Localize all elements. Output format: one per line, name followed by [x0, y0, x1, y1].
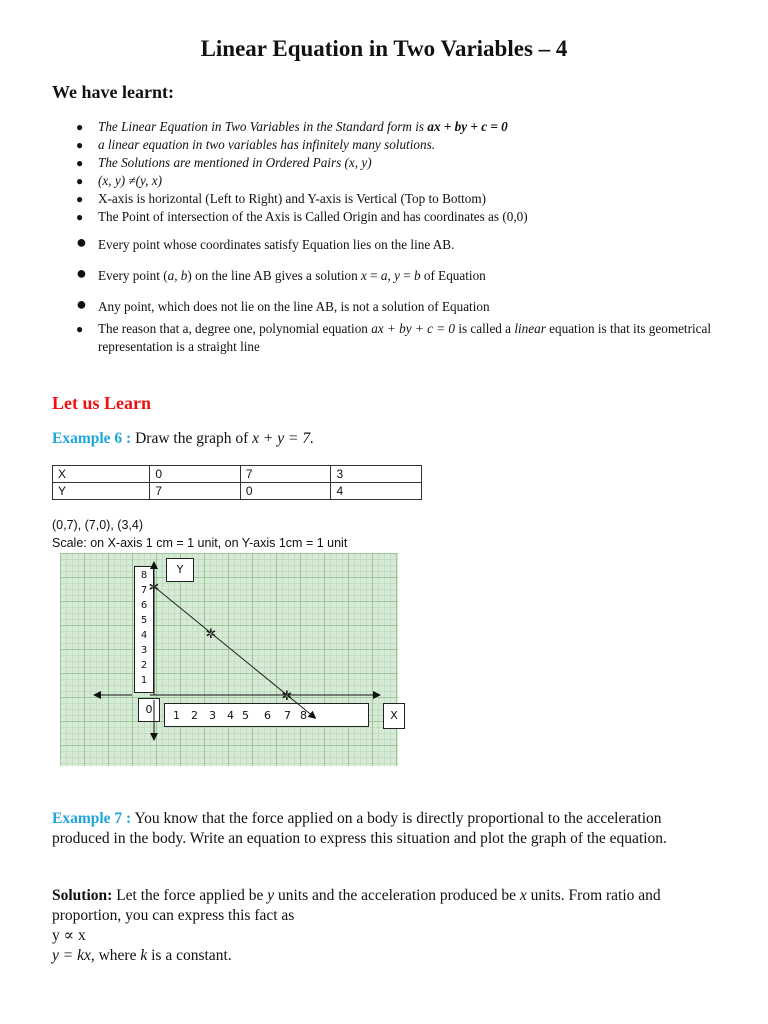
list-item: ● The Point of intersection of the Axis is Called Origin and has coordinates as (0,0): [76, 209, 528, 224]
x-tick-label: 4: [227, 709, 234, 722]
y-tick-label: 6: [140, 600, 148, 611]
bullet-icon: ●: [76, 322, 84, 336]
table-cell: 7: [150, 483, 241, 500]
list-item: ● Every point (a, b) on the line AB gives a solution x = a, y = b of Equation: [76, 263, 486, 283]
ordered-pairs: (0,7), (7,0), (3,4): [52, 518, 143, 532]
list-item: ● a linear equation in two variables has infinitely many solutions.: [76, 137, 435, 152]
y-tick-label: 3: [140, 645, 148, 656]
plot-area: [149, 581, 316, 719]
x-tick-label: 2: [191, 709, 198, 722]
example-7: Example 7 : You know that the force applied on a body is directly proportional to the acceleration produced in the body. Write an equation to express this situation and plot the graph of the equation.: [52, 810, 667, 847]
bullet-icon: ●: [76, 138, 84, 152]
example-7-label: Example 7 :: [52, 810, 132, 827]
y-tick-label: 1: [140, 675, 148, 686]
y-tick-label: 5: [140, 615, 148, 626]
list-item: ● X-axis is horizontal (Left to Right) and Y-axis is Vertical (Top to Bottom): [76, 191, 487, 206]
x-tick-label: 3: [209, 709, 216, 722]
bullet-icon: ●: [76, 120, 84, 134]
table-cell: Y: [53, 483, 150, 500]
list-item: ● Any point, which does not lie on the line AB, is not a solution of Equation: [76, 294, 490, 314]
proportion-line: y ∝ x: [52, 927, 86, 944]
list-item: ● Every point whose coordinates satisfy Equation lies on the line AB.: [76, 232, 455, 252]
bullet-icon: ●: [76, 174, 84, 188]
x-tick-label: 6: [264, 709, 271, 722]
plotted-point: ✲: [148, 580, 160, 596]
list-item: ● The reason that a, degree one, polynomial equation ax + by + c = 0 is called a linear equation is that its geometrical representation is a straight line: [76, 321, 712, 354]
table-cell: 3: [331, 466, 422, 483]
plotted-point: ✲: [205, 627, 217, 642]
bullet-icon: ●: [76, 192, 84, 206]
origin-label: 0: [138, 698, 160, 722]
plotted-point: ✲: [281, 689, 293, 704]
bullet-icon: ●: [76, 156, 84, 170]
example-6: Example 6 : Draw the graph of x + y = 7.: [52, 430, 314, 447]
x-tick-label: 1: [173, 709, 180, 722]
x-tick-label: 8: [300, 709, 307, 722]
y-axis-label: Y: [166, 558, 194, 582]
table-cell: X: [53, 466, 150, 483]
y-tick-label: 7: [140, 585, 148, 596]
scale-note: Scale: on X-axis 1 cm = 1 unit, on Y-axis 1cm = 1 unit: [52, 536, 348, 550]
y-tick-label: 8: [140, 570, 148, 581]
x-tick-label: 5: [242, 709, 249, 722]
solution: Solution: Let the force applied be y units and the acceleration produced be x units. From ratio and proportion, you can express this fact as y ∝ x y = kx, where k is a constant.: [52, 887, 661, 964]
solution-label: Solution:: [52, 887, 113, 904]
list-item: ● (x, y) ≠(y, x): [76, 173, 162, 188]
example-6-label: Example 6 :: [52, 430, 132, 447]
table-cell: 7: [240, 466, 331, 483]
y-tick-label: 2: [140, 660, 148, 671]
learnt-heading: We have learnt:: [52, 82, 174, 102]
table-cell: 4: [331, 483, 422, 500]
table-cell: 0: [240, 483, 331, 500]
equation-line: y = kx,: [52, 947, 95, 964]
x-axis-label: X: [383, 703, 405, 729]
bullet-icon: ●: [76, 263, 87, 283]
bullet-icon: ●: [76, 210, 84, 224]
list-item: ● The Solutions are mentioned in Ordered Pairs (x, y): [76, 155, 372, 170]
y-tick-label: 4: [140, 630, 148, 641]
let-us-learn-heading: Let us Learn: [52, 393, 151, 413]
bullet-icon: ●: [76, 294, 87, 314]
bullet-icon: ●: [76, 232, 87, 252]
table-cell: 0: [150, 466, 241, 483]
list-item: ● The Linear Equation in Two Variables in the Standard form is ax + by + c = 0: [76, 119, 508, 134]
page-title: Linear Equation in Two Variables – 4: [200, 36, 568, 61]
x-tick-label: 7: [284, 709, 291, 722]
